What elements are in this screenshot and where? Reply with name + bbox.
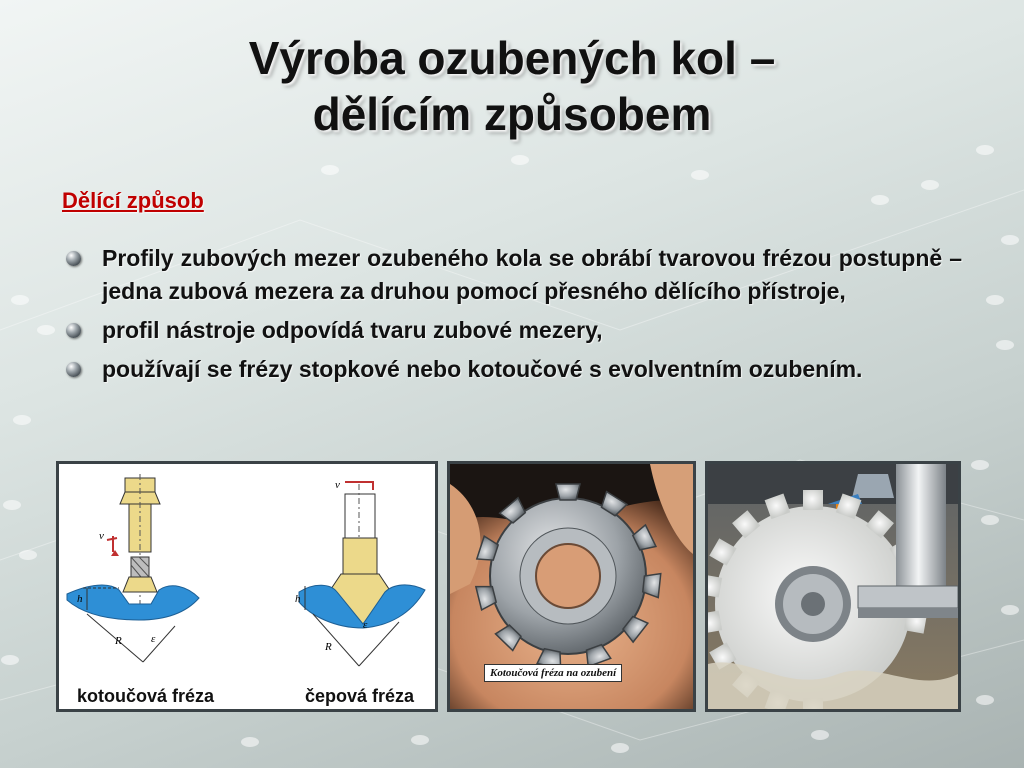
- velocity-symbol: v: [99, 530, 104, 542]
- bullet-item: [64, 353, 962, 386]
- slide-title: [0, 30, 1024, 142]
- slide-title-line-1: Výroba ozubených kol –: [248, 32, 776, 84]
- bullet-sphere-icon: [66, 251, 81, 266]
- disc-cutter-label: kotoučová fréza: [77, 686, 215, 706]
- bullet-text: používají se frézy stopkové nebo kotoučové s evolventním ozubením.: [102, 356, 863, 382]
- disc-cutter-photo: [447, 461, 696, 712]
- radius-symbol-2: R: [325, 641, 332, 653]
- bullet-item: [64, 242, 962, 308]
- bullet-item: [64, 314, 962, 347]
- bullet-text: profil nástroje odpovídá tvaru zubové mezery,: [102, 317, 603, 343]
- cutter-diagram-panel: [56, 461, 438, 712]
- cutter-diagram: [59, 464, 435, 709]
- gear-milling-photo-image: [708, 464, 958, 709]
- velocity-symbol-2: v: [335, 479, 340, 491]
- bullet-text: Profily zubových mezer ozubeného kola se obrábí tvarovou frézou postupně – jedna zubová mezera za druhou pomocí přesného dělícího přístroje,: [102, 245, 962, 304]
- epsilon-symbol-2: ε: [363, 619, 368, 631]
- depth-symbol-2: h: [295, 593, 301, 605]
- bullet-sphere-icon: [66, 362, 81, 377]
- radius-symbol: R: [115, 635, 122, 647]
- shank-cutter-drawing: [295, 479, 425, 666]
- disc-cutter-drawing: [67, 474, 199, 662]
- epsilon-symbol: ε: [151, 633, 156, 645]
- slide-title-line-2: dělícím způsobem: [312, 88, 712, 140]
- depth-symbol: h: [77, 593, 83, 605]
- bullet-sphere-icon: [66, 323, 81, 338]
- bullet-list: [64, 242, 962, 392]
- shank-cutter-label: čepová fréza: [305, 686, 415, 706]
- gear-milling-photo: [705, 461, 961, 712]
- photo-caption: Kotoučová fréza na ozubení: [484, 664, 622, 682]
- section-subheading: Dělící způsob: [62, 188, 204, 213]
